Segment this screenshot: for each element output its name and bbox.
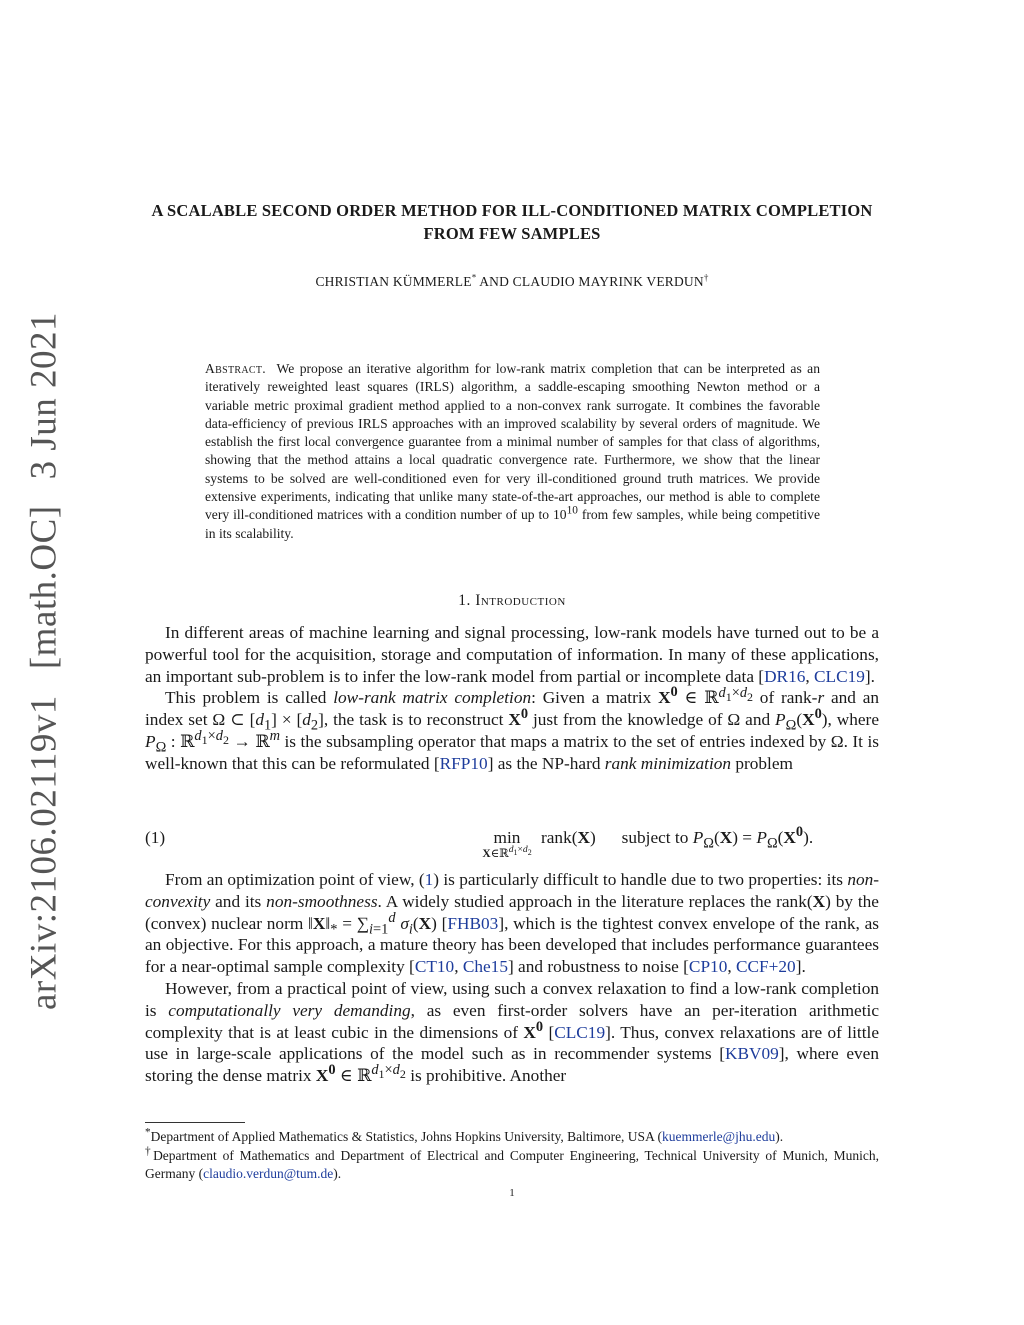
- equation-1: [145, 826, 879, 866]
- p3-t8: ] and robustness to noise [: [507, 957, 689, 977]
- p3-t9: ].: [795, 957, 806, 977]
- citation-rfp10[interactable]: RFP10: [439, 753, 488, 773]
- fn2-text: Department of Mathematics and Department of Electrical and Computer Engineering, Technical University of Munich, Munich, Germany (: [145, 1147, 880, 1181]
- arxiv-category: [math.OC]: [23, 505, 65, 670]
- p3-t1: From an optimization point of view, (: [165, 870, 425, 889]
- page-number: 1: [509, 1187, 515, 1199]
- fn1-text: Department of Applied Mathematics & Statistics, Johns Hopkins University, Baltimore, USA (: [150, 1129, 662, 1144]
- citation-fhb03[interactable]: FHB03: [447, 913, 499, 933]
- section-number: 1.: [458, 592, 471, 609]
- equation-reference[interactable]: 1: [424, 870, 434, 889]
- author-2: CLAUDIO MAYRINK VERDUN: [512, 274, 704, 289]
- equation-body: rank(X) subject to $P_\Omega(X) = P_\Omega(X^0)$.: [541, 824, 814, 852]
- p3-t6: ) [: [431, 913, 448, 933]
- arxiv-id: arXiv:2106.02119v1: [23, 695, 65, 1011]
- introduction-body-continued: [145, 869, 879, 1087]
- citation-dr16[interactable]: DR16: [764, 666, 806, 686]
- p3-t3: and its: [210, 891, 267, 911]
- section-name: Introduction: [475, 592, 566, 609]
- p2-t3: of rank-: [753, 688, 818, 708]
- footnote-divider: [145, 1122, 245, 1123]
- p3-t5: ) by the (convex) nuclear norm: [145, 891, 879, 933]
- arxiv-sidebar-stamp: [23, 286, 66, 1010]
- p2-t10: ] as the NP-hard: [487, 753, 605, 773]
- p3-t7: ], which is the tightest convex envelope of the rank, as an objective. For this approach, a mature theory has been developed that includes performance guarantees for a near-optimal sample complexity [: [145, 913, 879, 977]
- footnote-1: [145, 1128, 879, 1147]
- equation-min-operator: min X∈ℝ$^{d_1\times d_2}$: [482, 828, 532, 860]
- equation-number: (1): [145, 828, 166, 847]
- citation-clc19-b[interactable]: CLC19: [554, 1022, 606, 1042]
- citation-clc19[interactable]: CLC19: [814, 666, 865, 686]
- p2-t2: : Given a matrix: [531, 688, 659, 708]
- math-x0: $X^0$: [658, 684, 678, 708]
- p3-em2: non-smoothness: [266, 891, 378, 911]
- p2-t8: ), where: [821, 710, 879, 730]
- p2-em2: rank minimization: [604, 753, 732, 773]
- abstract-label: Abstract.: [205, 361, 266, 376]
- p2-t5: ] × [: [271, 710, 303, 730]
- abstract-text-1: We propose an iterative algorithm for low-rank matrix completion that can be interpreted as an iteratively reweighted least squares (IRLS) algorithm, a saddle-escaping smoothing Newton method or a variable metric proximal gradient method applied to a non-convex rank surrogate. It combines the favorable data-efficiency of previous IRLS approaches with an improved scalability by several orders of magnitude. We establish the first local convergence guarantee from a minimal number of samples for that class of algorithms, showing that the method attains a local quadratic convergence rate. Furthermore, we show that the linear systems to be solved are well-conditioned even for very ill-conditioned ground truth matrices. We provide extensive experiments, indicating that unlike many state-of-the-art approaches, our method is able to complete very ill-conditioned matrices with a condition number of up to 10: [205, 361, 821, 523]
- citation-cp10[interactable]: CP10: [688, 957, 728, 977]
- author-2-mark: †: [703, 272, 709, 283]
- abstract-text-2: from few samples, while being competitive in its scalability.: [205, 507, 820, 541]
- p3-t2: ) is particularly difficult to handle due to two properties: its: [433, 870, 848, 889]
- author-list: [145, 274, 879, 290]
- p1-end: ].: [864, 666, 875, 686]
- paper-title: [145, 199, 879, 245]
- footnotes: [145, 1128, 879, 1184]
- paragraph-1: [145, 622, 879, 687]
- footnote-2: [145, 1147, 879, 1184]
- citation-ccf20[interactable]: CCF+20: [735, 957, 796, 977]
- paragraph-3: From an optimization point of view, (1) is particularly difficult to handle due to two properties: its non-convexity and its non-smoothness. A widely studied approach in the literature replaces the rank(X) by the (convex) nuclear norm $‖X‖_* = \sum_{i=1}^d$ $\sigma_i(X)$ [FHB03], which is the tightest convex envelope of the rank, as an objective. For this approach, a mature theory has been developed that includes performance guarantees for a near-optimal sample complexity [CT10, Che15] and robustness to noise [CP10, CCF+20].: [145, 870, 879, 977]
- p3-em1: non-convexity: [145, 870, 879, 911]
- p4-t2: , as even first-order solvers have an per-iteration arithmetic complexity that is at least cubic in the dimensions of: [145, 1000, 879, 1042]
- author-conjunction: AND: [479, 274, 510, 289]
- fn2-mark: †: [145, 1145, 154, 1157]
- p2-em1: low-rank matrix completion: [333, 688, 532, 708]
- p4-t4: ]. Thus, convex relaxations are of little use in large-scale applications of the model such as in recommender systems [: [145, 1022, 879, 1064]
- abstract: [205, 360, 820, 543]
- p2-t1: This problem is called: [165, 688, 334, 708]
- paragraph-2: This problem is called low-rank matrix completion: Given a matrix $X^0$ ∈ ℝ$^{d_1\times d_2}$ of rank-r and an index set Ω ⊂ $[d_1] \times [d_2]$, the task is to reconstruct $X^0$ just from the knowledge of Ω and $P_\Omega(X^0)$, where $P_\Omega$ : ℝ$^{d_1\times d_2}$ → ℝ$^m$ is the subsampling operator that maps a matrix to the set of entries indexed by Ω. It is well-known that this can be reformulated [RFP10] as the NP-hard rank minimization problem: [145, 684, 880, 773]
- p1-sep: ,: [805, 666, 814, 686]
- citation-kbv09[interactable]: KBV09: [725, 1044, 779, 1064]
- p4-t5: ], where even storing the dense matrix: [145, 1044, 879, 1086]
- eq-rank: rank(: [541, 828, 578, 847]
- email-link-2[interactable]: claudio.verdun@tum.de: [203, 1166, 334, 1181]
- abstract-exponent: 10: [566, 504, 578, 517]
- citation-ct10[interactable]: CT10: [414, 957, 455, 977]
- fn1-mark: *: [145, 1126, 151, 1139]
- email-link-1[interactable]: kuemmerle@jhu.edu: [661, 1129, 776, 1144]
- title-line-2: FROM FEW SAMPLES: [423, 224, 601, 243]
- author-1: CHRISTIAN KÜMMERLE: [315, 274, 472, 289]
- section-heading: [145, 592, 879, 610]
- title-line-1: A SCALABLE SECOND ORDER METHOD FOR ILL-CONDITIONED MATRIX COMPLETION: [151, 201, 873, 220]
- p2-t4: and an index set Ω ⊂ [: [145, 688, 880, 730]
- author-1-mark: *: [471, 272, 477, 283]
- eq-min: min: [493, 828, 521, 847]
- p4-em1: computationally very demanding: [168, 1000, 411, 1020]
- citation-che15[interactable]: Che15: [462, 957, 508, 977]
- p2-t6: ], the task is to reconstruct: [318, 710, 509, 730]
- eq-subject-to: subject to: [621, 828, 689, 847]
- p2-t11: problem: [731, 753, 793, 773]
- paragraph-4: However, from a practical point of view, using such a convex relaxation to find a low-rank completion is computationally very demanding, as even first-order solvers have an per-iteration arithmetic complexity that is at least cubic in the dimensions of $X^0$ [CLC19]. Thus, convex relaxations are of little use in large-scale applications of the model such as in recommender systems [KBV09], where even storing the dense matrix $X^0$ ∈ ℝ$^{d_1\times d_2}$ is prohibitive. Another: [145, 978, 879, 1086]
- p3-t4: . A widely studied approach in the literature replaces the rank(: [377, 891, 813, 911]
- p1-text: In different areas of machine learning and signal processing, low-rank models have turned out to be a powerful tool for the acquisition, storage and computation of information. In many of these applications, an important sub-problem is to infer the low-rank model from partial or incomplete data [: [145, 623, 879, 686]
- p4-t6: is prohibitive. Another: [405, 1066, 567, 1086]
- p4-t3: [: [543, 1022, 555, 1042]
- p2-t7: just from the knowledge of Ω and: [528, 710, 776, 730]
- p4-t1: However, from a practical point of view, using such a convex relaxation to find a low-rank completion is: [145, 978, 879, 1020]
- p2-t9: is the subsampling operator that maps a matrix to the set of entries indexed by Ω. It is well-known that this can be reformulated [: [145, 731, 879, 773]
- fn2-end: ).: [333, 1166, 342, 1181]
- introduction-body: [145, 622, 879, 775]
- fn1-end: ).: [775, 1129, 784, 1144]
- arxiv-date: 3 Jun 2021: [23, 311, 65, 480]
